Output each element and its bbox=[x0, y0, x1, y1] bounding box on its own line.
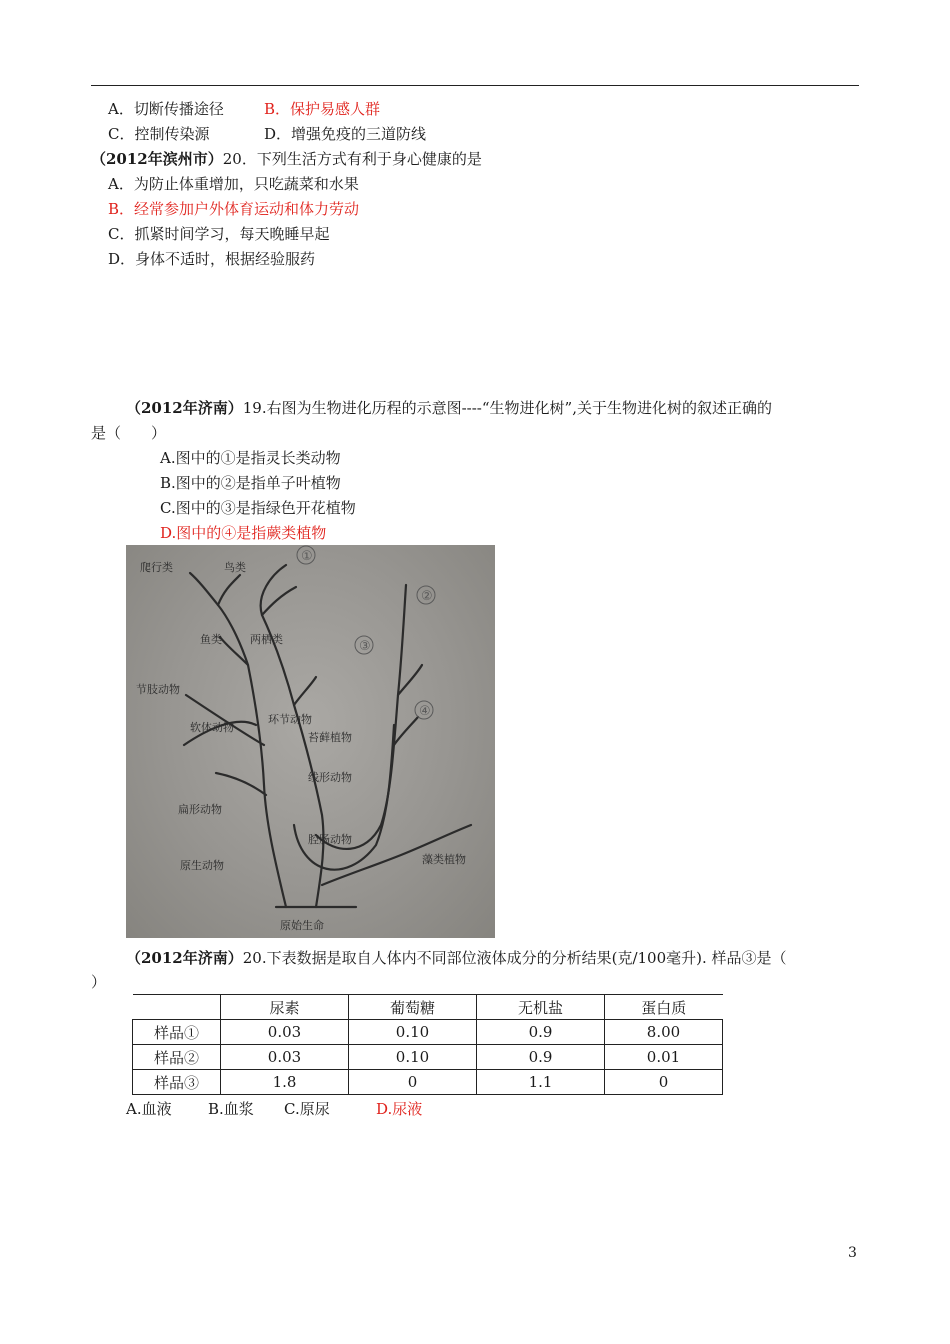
table-cell: 0.10 bbox=[349, 1020, 477, 1045]
tree-label-annelids: 环节动物 bbox=[268, 713, 312, 726]
q2-option-d: D．身体不适时，根据经验服药 bbox=[108, 250, 316, 268]
q2-option-c: C．抓紧时间学习，每天晚睡早起 bbox=[108, 225, 330, 243]
q2-stem: 20．下列生活方式有利于身心健康的是 bbox=[222, 150, 482, 168]
marker-2: ② bbox=[421, 589, 433, 604]
table-header-cell: 蛋白质 bbox=[605, 995, 723, 1020]
page-number: 3 bbox=[848, 1245, 857, 1261]
q3-stem-line1: 19.右图为生物进化历程的示意图----“生物进化树”,关于生物进化树的叙述正确的 bbox=[242, 399, 772, 417]
table-cell: 0.10 bbox=[349, 1045, 477, 1070]
tree-label-protozoa: 原生动物 bbox=[180, 859, 224, 872]
evolution-tree-drawing bbox=[126, 545, 495, 938]
table-cell: 0.9 bbox=[477, 1045, 605, 1070]
q4-option-c: C.原尿 bbox=[284, 1100, 330, 1118]
q3-option-a: A.图中的①是指灵长类动物 bbox=[160, 449, 341, 467]
header-rule bbox=[91, 85, 859, 86]
q2-option-a: A．为防止体重增加，只吃蔬菜和水果 bbox=[108, 175, 359, 193]
table-cell: 样品① bbox=[133, 1020, 221, 1045]
table-row bbox=[133, 1020, 723, 1045]
marker-1: ① bbox=[301, 549, 313, 564]
q4-option-a: A.血液 bbox=[126, 1100, 172, 1118]
tree-label-arthropods: 节肢动物 bbox=[136, 683, 180, 696]
q2-option-b: B．经常参加户外体育运动和体力劳动 bbox=[108, 200, 360, 218]
table-cell: 0.9 bbox=[477, 1020, 605, 1045]
q3-option-d: D.图中的④是指蕨类植物 bbox=[160, 524, 327, 542]
tree-label-flatworms: 扁形动物 bbox=[178, 803, 222, 816]
q2-source: （2012年滨州市） bbox=[91, 150, 223, 168]
table-header-cell bbox=[133, 995, 221, 1020]
tree-label-origin: 原始生命 bbox=[280, 919, 324, 932]
table-cell: 样品③ bbox=[133, 1070, 221, 1095]
tree-label-birds: 鸟类 bbox=[224, 561, 246, 574]
tree-label-cnidarians: 腔肠动物 bbox=[308, 833, 352, 846]
fluid-composition-table bbox=[132, 994, 723, 1095]
q1-option-a: A．切断传播途径 bbox=[108, 100, 224, 118]
q4-question bbox=[126, 948, 787, 968]
table-cell: 0 bbox=[349, 1070, 477, 1095]
table-cell: 0.03 bbox=[221, 1020, 349, 1045]
evolution-tree-figure bbox=[126, 545, 495, 938]
table-cell: 8.00 bbox=[605, 1020, 723, 1045]
table-cell: 0.01 bbox=[605, 1045, 723, 1070]
q4-source: （2012年济南） bbox=[126, 949, 243, 967]
table-cell: 1.8 bbox=[221, 1070, 349, 1095]
q3-option-c: C.图中的③是指绿色开花植物 bbox=[160, 499, 356, 517]
table-cell: 1.1 bbox=[477, 1070, 605, 1095]
table-cell: 0 bbox=[605, 1070, 723, 1095]
tree-label-bryophytes: 苔藓植物 bbox=[308, 731, 352, 744]
table-row bbox=[133, 1070, 723, 1095]
q4-stem-line2: ） bbox=[91, 973, 107, 991]
q1-option-d: D．增强免疫的三道防线 bbox=[264, 125, 427, 143]
q1-option-c: C．控制传染源 bbox=[108, 125, 210, 143]
q3-question bbox=[126, 398, 772, 418]
tree-label-amphibians: 两栖类 bbox=[250, 633, 283, 646]
marker-3: ③ bbox=[359, 639, 371, 654]
q4-option-d: D.尿液 bbox=[376, 1100, 423, 1118]
q2-question bbox=[91, 149, 482, 169]
tree-label-reptiles: 爬行类 bbox=[140, 561, 173, 574]
q3-stem-line2: 是（ ） bbox=[91, 424, 167, 442]
table-row bbox=[133, 1045, 723, 1070]
tree-label-nematodes: 线形动物 bbox=[308, 771, 352, 784]
tree-label-algae: 藻类植物 bbox=[422, 853, 466, 866]
table-cell: 样品② bbox=[133, 1045, 221, 1070]
tree-label-fish: 鱼类 bbox=[200, 633, 222, 646]
marker-4: ④ bbox=[419, 704, 431, 719]
table-header-cell: 尿素 bbox=[221, 995, 349, 1020]
q1-option-b: B．保护易感人群 bbox=[264, 100, 381, 118]
q4-option-b: B.血浆 bbox=[208, 1100, 254, 1118]
table-header-cell: 葡萄糖 bbox=[349, 995, 477, 1020]
table-cell: 0.03 bbox=[221, 1045, 349, 1070]
q4-stem-line1: 20.下表数据是取自人体内不同部位液体成分的分析结果(克/100毫升). 样品③是（ bbox=[242, 949, 787, 967]
table-header-row bbox=[133, 995, 723, 1020]
table-header-cell: 无机盐 bbox=[477, 995, 605, 1020]
q3-option-b: B.图中的②是指单子叶植物 bbox=[160, 474, 341, 492]
tree-label-mollusks: 软体动物 bbox=[190, 721, 234, 734]
q3-source: （2012年济南） bbox=[126, 399, 243, 417]
